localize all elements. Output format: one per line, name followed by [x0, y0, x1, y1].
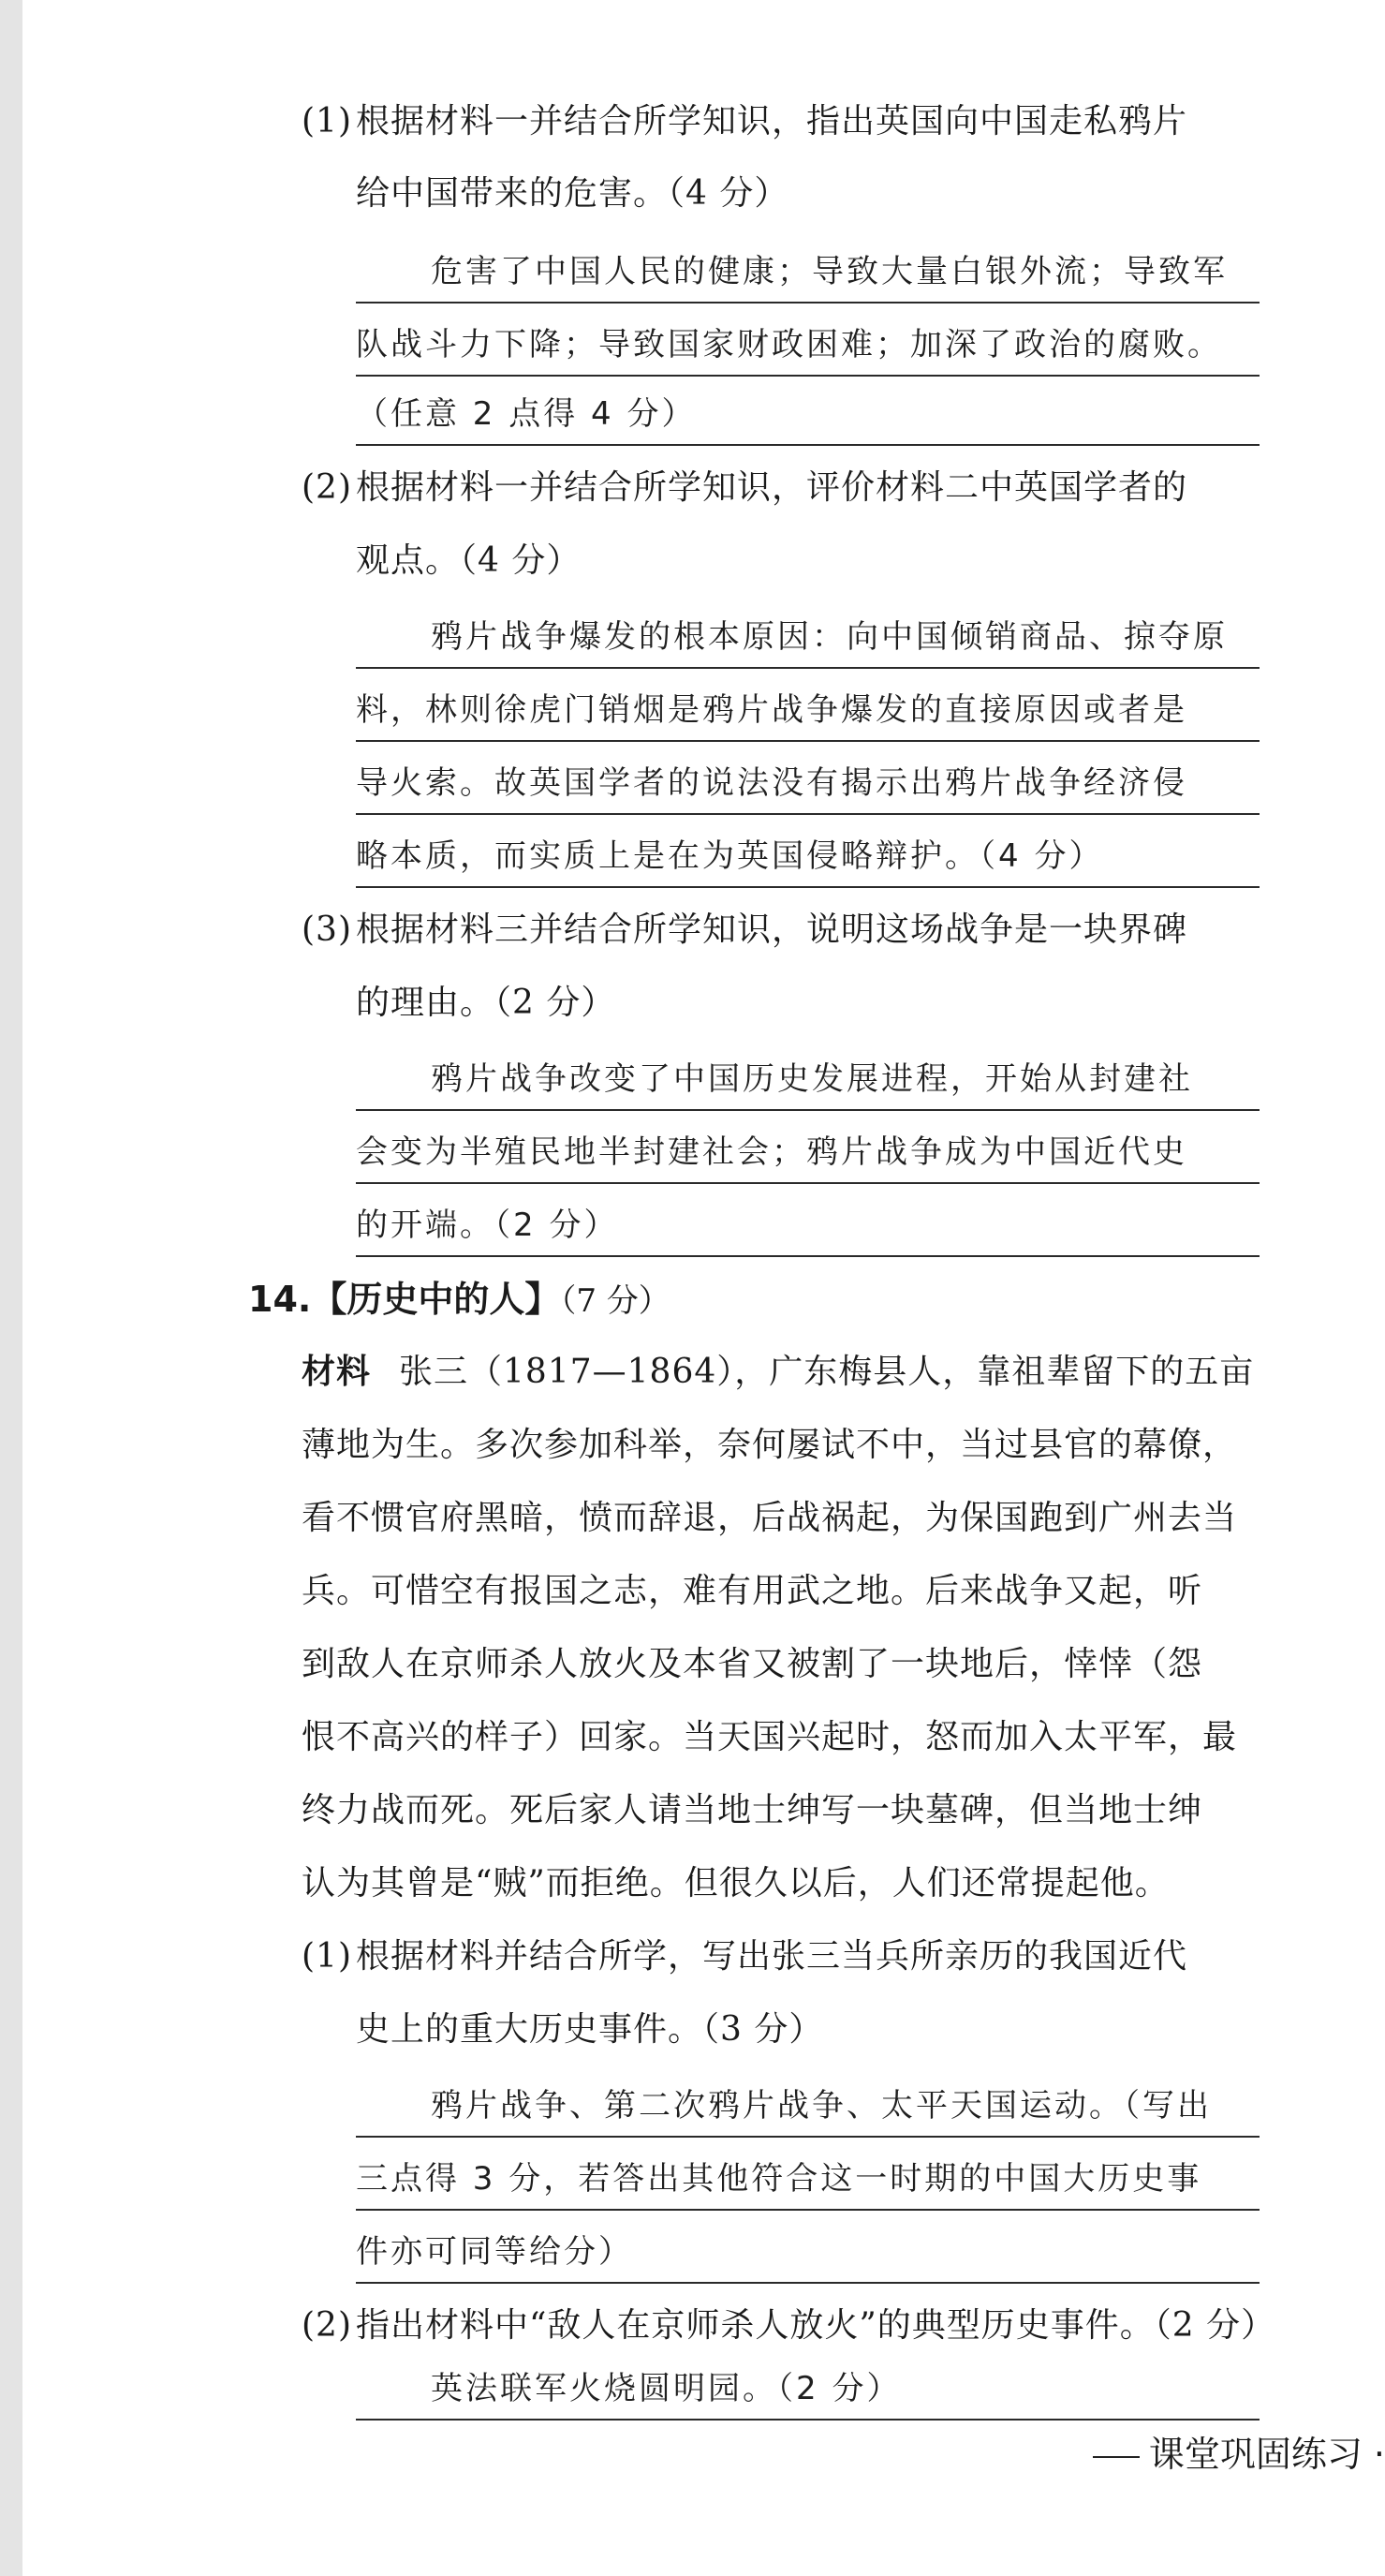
answer-line: 危害了中国人民的健康；导致大量白银外流；导致军 — [356, 244, 1260, 303]
q-sub2-line-1 — [302, 465, 1187, 511]
q-sub1-text-1: 根据材料一并结合所学知识，指出英国向中国走私鸦片 — [356, 102, 1188, 141]
q14-sub1-line-2: 史上的重大历史事件。（3 分） — [356, 2010, 824, 2049]
answer-line: 料，林则徐虎门销烟是鸦片战争爆发的直接原因或者是 — [356, 682, 1260, 742]
q14-sub2-text-1: 指出材料中“敌人在京师杀人放火”的典型历史事件。（2 分） — [356, 2306, 1276, 2345]
material-line: 看不惯官府黑暗，愤而辞退，后战祸起，为保国跑到广州去当 — [302, 1499, 1238, 1537]
material-text: 张三（1817—1864），广东梅县人，靠祖辈留下的五亩 — [399, 1353, 1255, 1391]
q-sub1-line-1 — [302, 98, 1187, 145]
q-sub1-number: (1) — [302, 102, 352, 141]
q-sub1-line-2: 给中国带来的危害。（4 分） — [356, 174, 789, 213]
answer-line: 导火索。故英国学者的说法没有揭示出鸦片战争经济侵 — [356, 755, 1260, 815]
answer-line: 的开端。（2 分） — [356, 1197, 1260, 1257]
question-14-heading — [248, 1276, 670, 1325]
q-sub3-line-1 — [302, 907, 1187, 954]
material-line: 兵。可惜空有报国之志，难有用武之地。后来战争又起，听 — [302, 1572, 1203, 1610]
answer-line: 件亦可同等给分） — [356, 2224, 1260, 2284]
footer-dash — [1093, 2456, 1140, 2458]
q14-sub1-number: (1) — [302, 1937, 352, 1976]
answer-line: （任意 2 点得 4 分） — [356, 386, 1260, 446]
material-line: 到敌人在京师杀人放火及本省又被割了一块地后，悻悻（怨 — [302, 1645, 1203, 1683]
answer-line: 鸦片战争、第二次鸦片战争、太平天国运动。（写出 — [356, 2078, 1260, 2138]
page-left-edge — [0, 0, 22, 2576]
answer-line: 鸦片战争改变了中国历史发展进程，开始从封建社 — [356, 1051, 1260, 1111]
answer-line: 队战斗力下降；导致国家财政困难；加深了政治的腐败。 — [356, 317, 1260, 377]
q-sub2-text-1: 根据材料一并结合所学知识，评价材料二中英国学者的 — [356, 468, 1188, 507]
question-number: 14. — [248, 1279, 312, 1320]
q-sub3-number: (3) — [302, 910, 352, 949]
answer-line: 会变为半殖民地半封建社会；鸦片战争成为中国近代史 — [356, 1124, 1260, 1184]
q-sub2-line-2: 观点。（4 分） — [356, 541, 582, 580]
page-footer — [1093, 2431, 1385, 2478]
question-title: 【历史中的人】 — [311, 1279, 561, 1320]
material-line: 认为其曾是“贼”而拒绝。但很久以后，人们还常提起他。 — [302, 1864, 1170, 1902]
material-line: 薄地为生。多次参加科举，奈何屡试不中，当过县官的幕僚， — [302, 1426, 1238, 1464]
answer-line: 三点得 3 分，若答出其他符合这一时期的中国大历史事 — [356, 2151, 1260, 2211]
answer-line: 鸦片战争爆发的根本原因：向中国倾销商品、掠夺原 — [356, 609, 1260, 669]
q14-sub1-text-1: 根据材料并结合所学，写出张三当兵所亲历的我国近代 — [356, 1937, 1188, 1976]
material-line: 恨不高兴的样子）回家。当天国兴起时，怒而加入太平军，最 — [302, 1718, 1238, 1756]
answer-line: 略本质，而实质上是在为英国侵略辩护。（4 分） — [356, 828, 1260, 888]
q14-sub2-number: (2) — [302, 2306, 352, 2345]
material-line — [302, 1349, 1266, 1396]
answer-line: 英法联军火烧圆明园。（2 分） — [356, 2361, 1260, 2421]
q-sub2-number: (2) — [302, 468, 352, 507]
footer-text: 课堂巩固练习 · — [1148, 2434, 1385, 2475]
question-points: （7 分） — [560, 1282, 670, 1320]
q14-sub1-line-1 — [302, 1933, 1187, 1980]
q-sub3-line-2: 的理由。（2 分） — [356, 984, 616, 1022]
q-sub3-text-1: 根据材料三并结合所学知识，说明这场战争是一块界碑 — [356, 910, 1188, 949]
material-label: 材料 — [302, 1353, 372, 1391]
material-line: 终力战而死。死后家人请当地士绅写一块墓碑，但当地士绅 — [302, 1791, 1203, 1829]
q14-sub2-line-1 — [302, 2302, 1275, 2349]
